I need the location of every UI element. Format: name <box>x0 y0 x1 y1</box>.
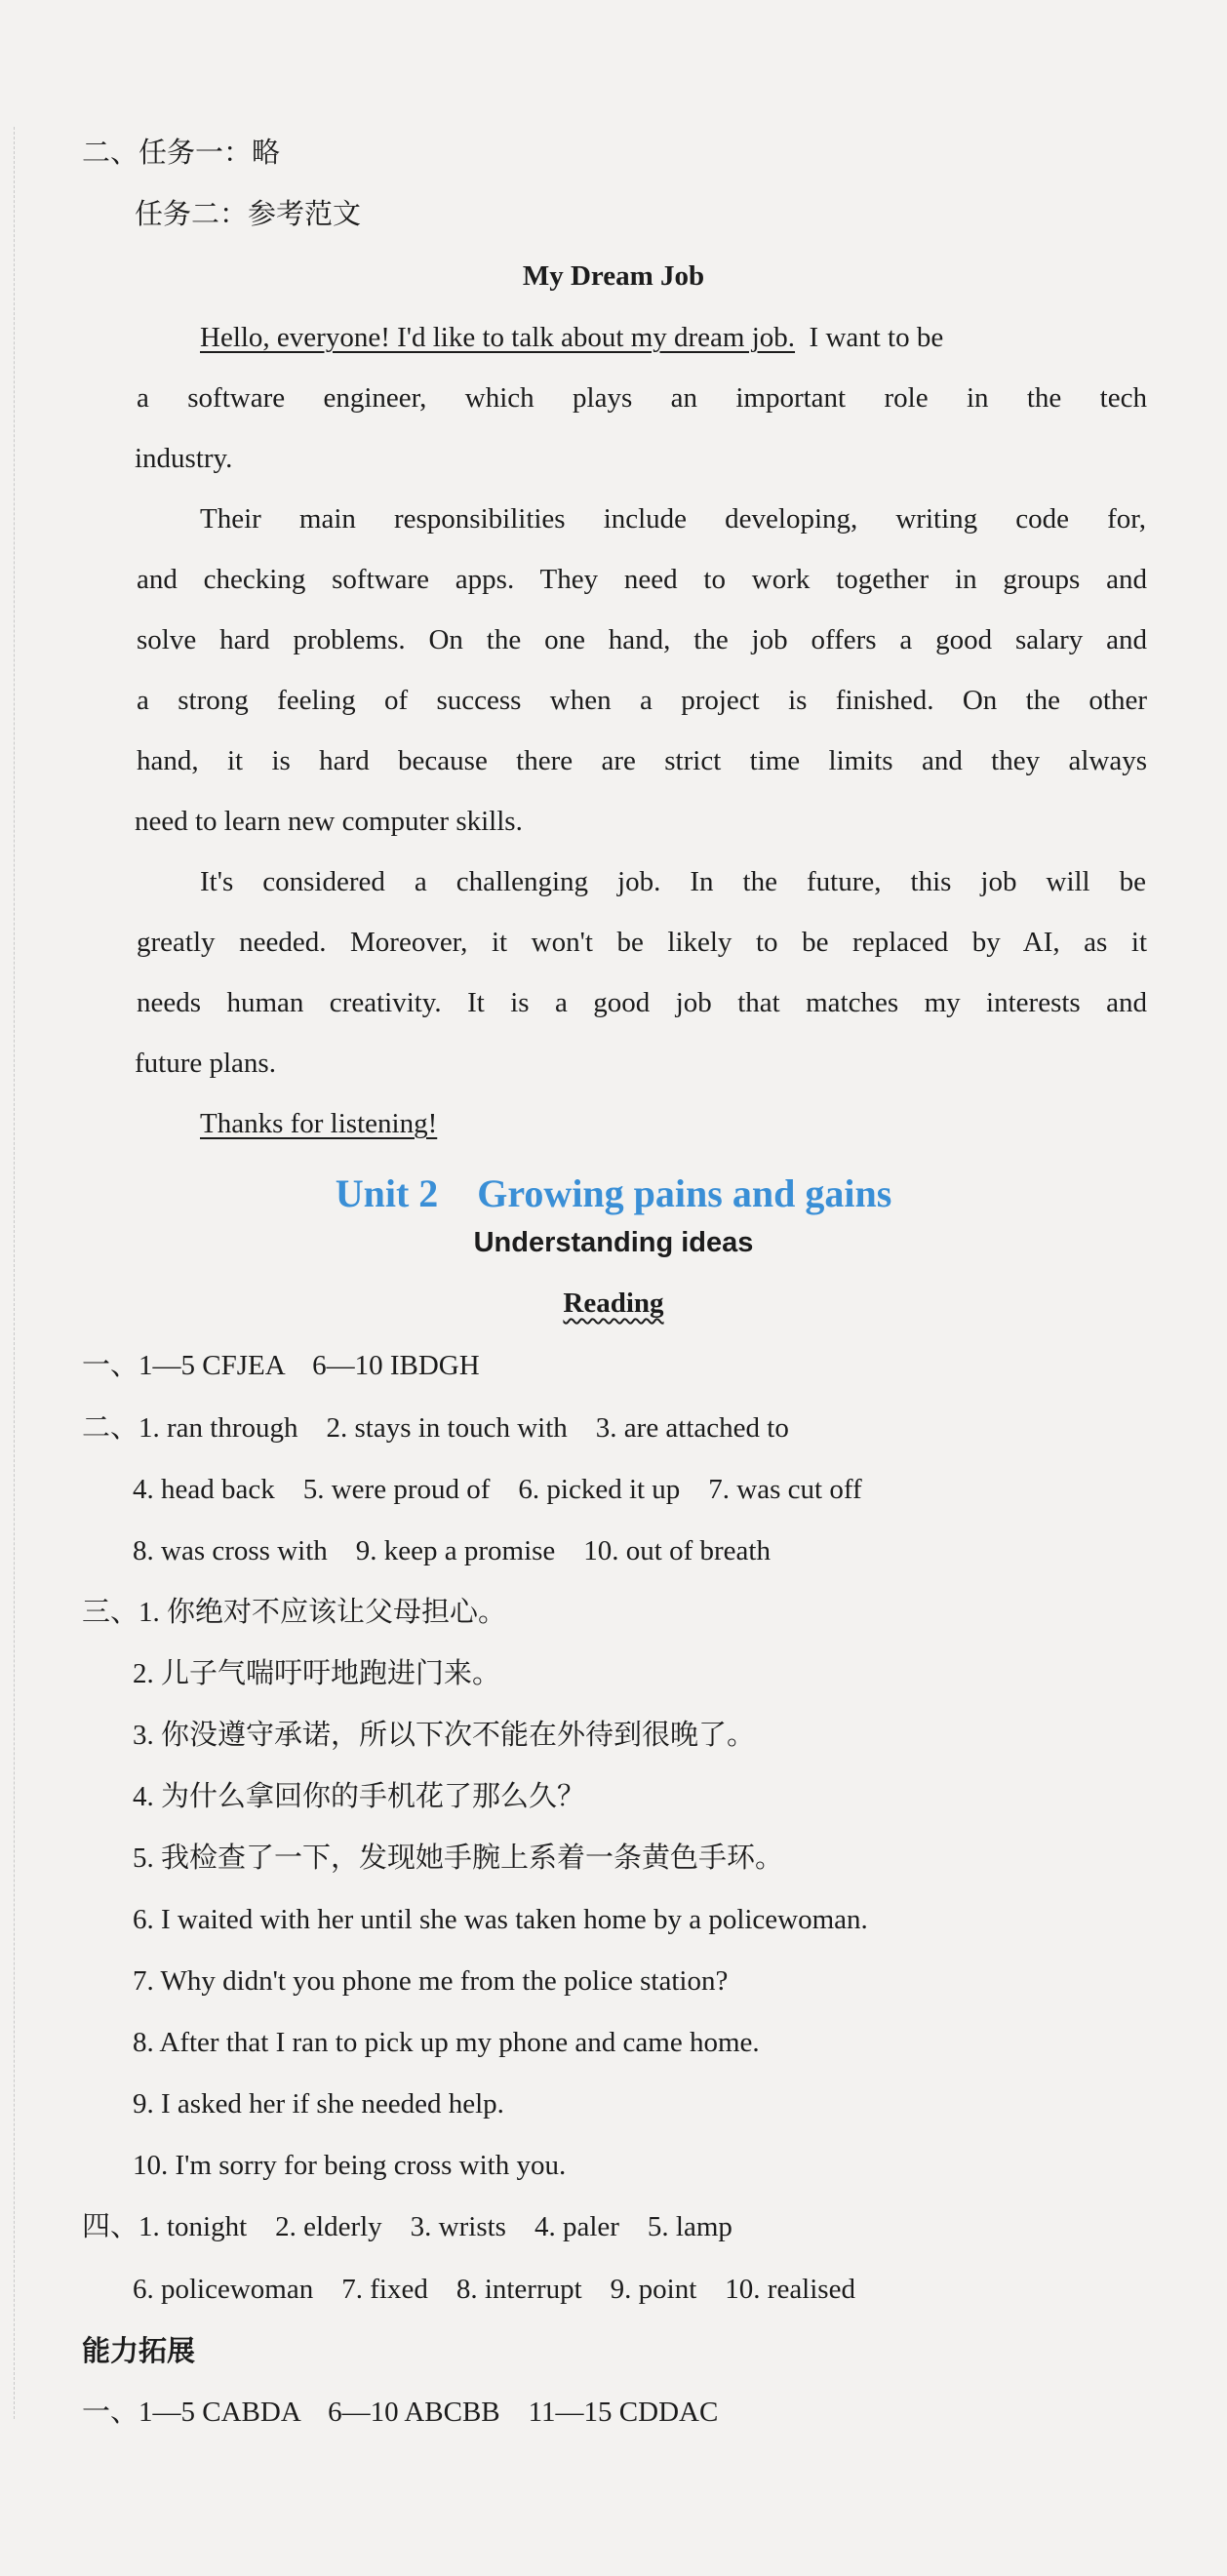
answer-q2-line1: 二、1. ran through 2. stays in touch with 3. are attached to <box>82 1412 789 1444</box>
answer-q3-line2: 2. 儿子气喘吁吁地跑进门来。 <box>133 1658 501 1689</box>
answer-q4-line2: 6. policewoman 7. fixed 8. interrupt 9. point 10. realised <box>133 2274 855 2305</box>
unit-title: Unit 2 Growing pains and gains <box>335 1171 892 1215</box>
answer-q4-line1: 四、1. tonight 2. elderly 3. wrists 4. paler 5. lamp <box>82 2211 732 2242</box>
answer-q3-line9: 9. I asked her if she needed help. <box>133 2088 504 2120</box>
margin-guide-line <box>14 127 15 2419</box>
answer-q3-line1: 三、1. 你绝对不应该让父母担心。 <box>82 1597 507 1628</box>
essay-p3-line1: It's considered a challenging job. In the future, this job will be <box>200 866 1146 897</box>
essay-p2-line6: need to learn new computer skills. <box>135 806 523 837</box>
answer-q1: 一、1—5 CFJEA 6—10 IBDGH <box>82 1350 480 1381</box>
answer-q3-line8: 8. After that I ran to pick up my phone and came home. <box>133 2027 760 2058</box>
ability-answer-q1: 一、1—5 CABDA 6—10 ABCBB 11—15 CDDAC <box>82 2397 719 2428</box>
answer-q3-line3: 3. 你没遵守承诺，所以下次不能在外待到很晚了。 <box>133 1720 756 1751</box>
essay-p2-line3: solve hard problems. On the one hand, the job offers a good salary and <box>137 624 1147 655</box>
essay-p2-line5: hand, it is hard because there are strict time limits and they always <box>137 745 1147 776</box>
essay-p1-rest: I want to be <box>809 322 944 353</box>
essay-p1-line1 <box>200 321 943 355</box>
reading-section-heading: Reading <box>563 1288 664 1319</box>
essay-p1-line2: a software engineer, which plays an important role in the tech <box>137 382 1147 414</box>
ability-heading: 能力拓展 <box>82 2334 196 2367</box>
answer-q3-line6: 6. I waited with her until she was taken home by a policewoman. <box>133 1904 868 1935</box>
essay-p2-line1: Their main responsibilities include developing, writing code for, <box>200 503 1146 535</box>
essay-p3-line3: needs human creativity. It is a good job that matches my interests and <box>137 987 1147 1018</box>
unit-subtitle: Understanding ideas <box>473 1227 754 1258</box>
essay-p2-line4: a strong feeling of success when a project is finished. On the other <box>137 685 1147 716</box>
essay-closing: Thanks for listening! <box>200 1108 438 1139</box>
answer-q2-line2: 4. head back 5. were proud of 6. picked it up 7. was cut off <box>133 1474 862 1505</box>
answer-q3-line4: 4. 为什么拿回你的手机花了那么久？ <box>133 1781 586 1812</box>
essay-p2-line2: and checking software apps. They need to work together in groups and <box>137 564 1147 595</box>
essay-p3-line2: greatly needed. Moreover, it won't be likely to be replaced by AI, as it <box>137 927 1147 958</box>
essay-p1-line3: industry. <box>135 443 233 474</box>
answer-q3-line5: 5. 我检查了一下，发现她手腕上系着一条黄色手环。 <box>133 1843 784 1874</box>
task2-line: 任务二：参考范文 <box>135 199 362 230</box>
essay-p1-underlined: Hello, everyone! I'd like to talk about my dream job. <box>200 322 796 353</box>
task1-line: 二、任务一：略 <box>82 138 281 169</box>
answer-q2-line3: 8. was cross with 9. keep a promise 10. out of breath <box>133 1535 771 1566</box>
essay-p3-line4: future plans. <box>135 1048 276 1079</box>
essay-title: My Dream Job <box>522 260 705 292</box>
answer-q3-line7: 7. Why didn't you phone me from the police station? <box>133 1965 729 1997</box>
answer-q3-line10: 10. I'm sorry for being cross with you. <box>133 2150 567 2181</box>
